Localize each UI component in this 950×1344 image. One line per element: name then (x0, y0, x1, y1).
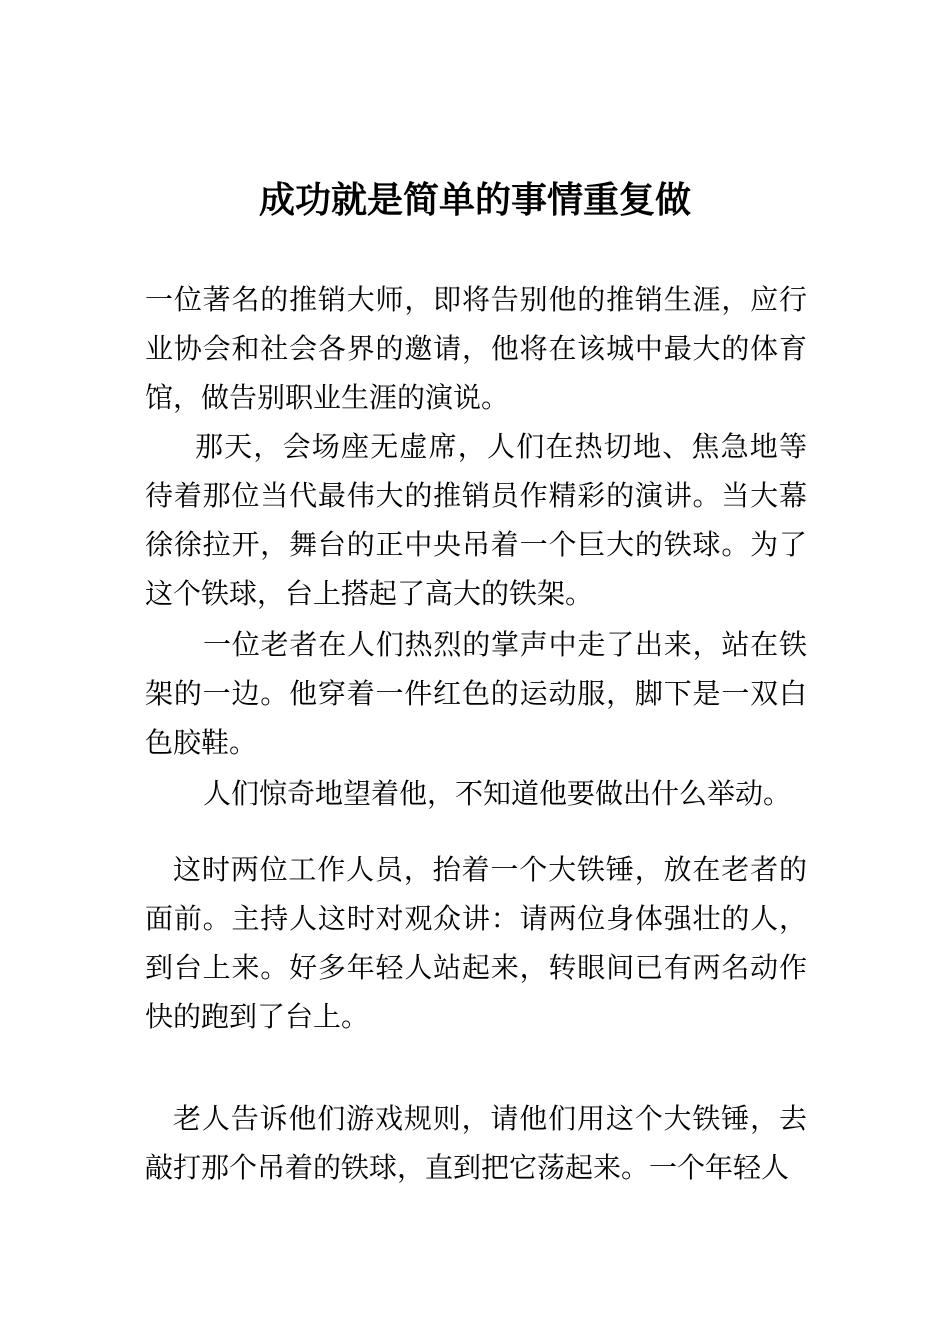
document-title: 成功就是简单的事情重复做 (258, 179, 691, 221)
paragraph-5: 这时两位工作人员，抬着一个大铁锤，放在老者的面前。主持人这时对观众讲：请两位身体强壮的人，到台上来。好多年轻人站起来，转眼间已有两名动作快的跑到了台上。 (145, 853, 807, 1033)
paragraph-4: 人们惊奇地望着他，不知道他要做出什么举动。 (203, 777, 792, 810)
paragraph-2: 那天，会场座无虚席，人们在热切地、焦急地等待着那位当代最伟大的推销员作精彩的演讲。当大幕徐徐拉开，舞台的正中央吊着一个巨大的铁球。为了这个铁球，台上搭起了高大的铁架。 (145, 430, 807, 610)
paragraph-3: 一位老者在人们热烈的掌声中走了出来，站在铁架的一边。他穿着一件红色的运动服，脚下是一双白色胶鞋。 (145, 628, 807, 759)
paragraph-1: 一位著名的推销大师，即将告别他的推销生涯，应行业协会和社会各界的邀请，他将在该城中最大的体育馆，做告别职业生涯的演说。 (145, 283, 807, 414)
paragraph-6: 老人告诉他们游戏规则，请他们用这个大铁锤，去敲打那个吊着的铁球，直到把它荡起来。一个年轻人 (145, 1102, 807, 1184)
